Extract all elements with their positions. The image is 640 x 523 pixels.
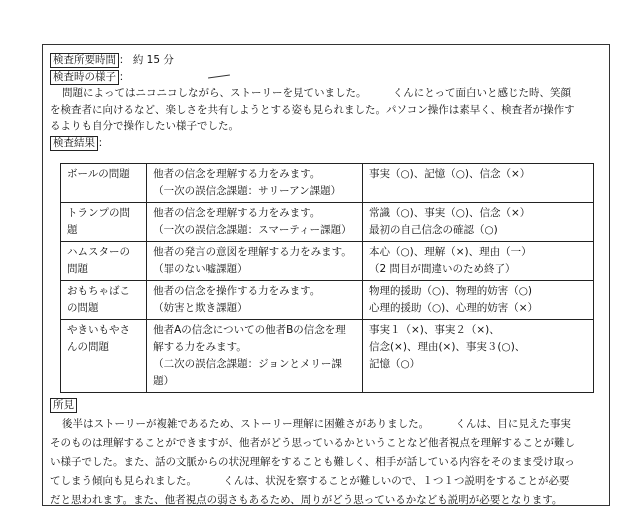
task-name: おもちゃばこ の問題 xyxy=(61,281,147,320)
situation-heading: 検査時の様子 ： xyxy=(50,69,605,86)
findings-line-5: だと思われます。また、他者視点の弱さもあるため、周りがどう思っているかなども説明が必要となります。 xyxy=(50,494,563,506)
task-name: やきいもやさ んの問題 xyxy=(61,320,147,393)
duration-row: 検査所要時間 ： 約 15 分 xyxy=(50,52,605,69)
results-label: 検査結果 xyxy=(50,136,98,151)
task-description: 他者Aの信念についての他者Bの信念を理 解する力をみます。 （二次の誤信念課題：ジョンとメリー課題） xyxy=(147,320,363,393)
task-name: ボールの問題 xyxy=(61,164,147,203)
findings-heading xyxy=(50,396,610,415)
findings-label: 所見 xyxy=(50,398,77,413)
findings-line-2: そのものは理解することができますが、他者がどう思っているかということなど他者視点を理解することが難し xyxy=(50,437,575,449)
situation-label: 検査時の様子 xyxy=(50,70,119,85)
task-description: 他者の信念を理解する力をみます。 （一次の誤信念課題：スマーティー課題） xyxy=(147,203,363,242)
findings-line-1: 後半はストーリーが複雑であるため、ストーリー理解に困難さがありました。 くんは、目に見えた事実 xyxy=(62,418,571,430)
task-description: 他者の信念を理解する力をみます。 （一次の誤信念課題：サリーアン課題） xyxy=(147,164,363,203)
task-name: ハムスターの 問題 xyxy=(61,242,147,281)
results-table xyxy=(60,163,594,393)
task-result: 本心（○)、理解（×)、理由（一） （2 問目が間違いのため終了） xyxy=(362,242,593,281)
findings-line-3: い様子でした。また、話の文脈からの状況理解をすることも難しく、相手が話している内容をそのまま受け取っ xyxy=(50,456,575,468)
task-description: 他者の信念を操作する力をみます。 （妨害と欺き課題） xyxy=(147,281,363,320)
task-result: 物理的援助（○)、物理的妨害（○) 心理的援助（○)、心理的妨害（×） xyxy=(362,281,593,320)
situation-line-1: 問題によってはニコニコしながら、ストーリーを見ていました。 くんにとって面白いと感じた時、笑顔 xyxy=(62,87,572,99)
situation-line-2: を検査者に向けるなど、楽しさを共有しようとする姿も見られました。パソコン操作は素早く、検査者が操作す xyxy=(50,103,575,116)
table-row xyxy=(61,203,594,242)
results-heading: 検査結果 ： xyxy=(50,135,605,152)
report-header xyxy=(50,52,605,151)
table-row xyxy=(61,320,594,393)
duration-value: 約 15 分 xyxy=(132,54,174,66)
findings-line-4: てしまう傾向も見られました。 くんは、状況を察することが難しいので、１つ１つ説明をすることが必要 xyxy=(50,475,570,487)
task-result: 事実（○)、記憶（○)、信念（×） xyxy=(362,164,593,203)
table-row xyxy=(61,281,594,320)
findings-section xyxy=(50,396,610,510)
table-row xyxy=(61,164,594,203)
task-description: 他者の発言の意図を理解する力をみます。 （罪のない嘘課題） xyxy=(147,242,363,281)
duration-label: 検査所要時間 xyxy=(50,53,119,68)
task-result: 常識（○)、事実（○)、信念（×） 最初の自己信念の確認（○) xyxy=(362,203,593,242)
table-row xyxy=(61,242,594,281)
situation-line-3: るよりも自分で操作したい様子でした。 xyxy=(50,120,239,132)
task-result: 事実１（×)、事実２（×)、 信念(×)、理由(×)、事実３(○)、 記憶（○） xyxy=(362,320,593,393)
task-name: トランプの問 題 xyxy=(61,203,147,242)
